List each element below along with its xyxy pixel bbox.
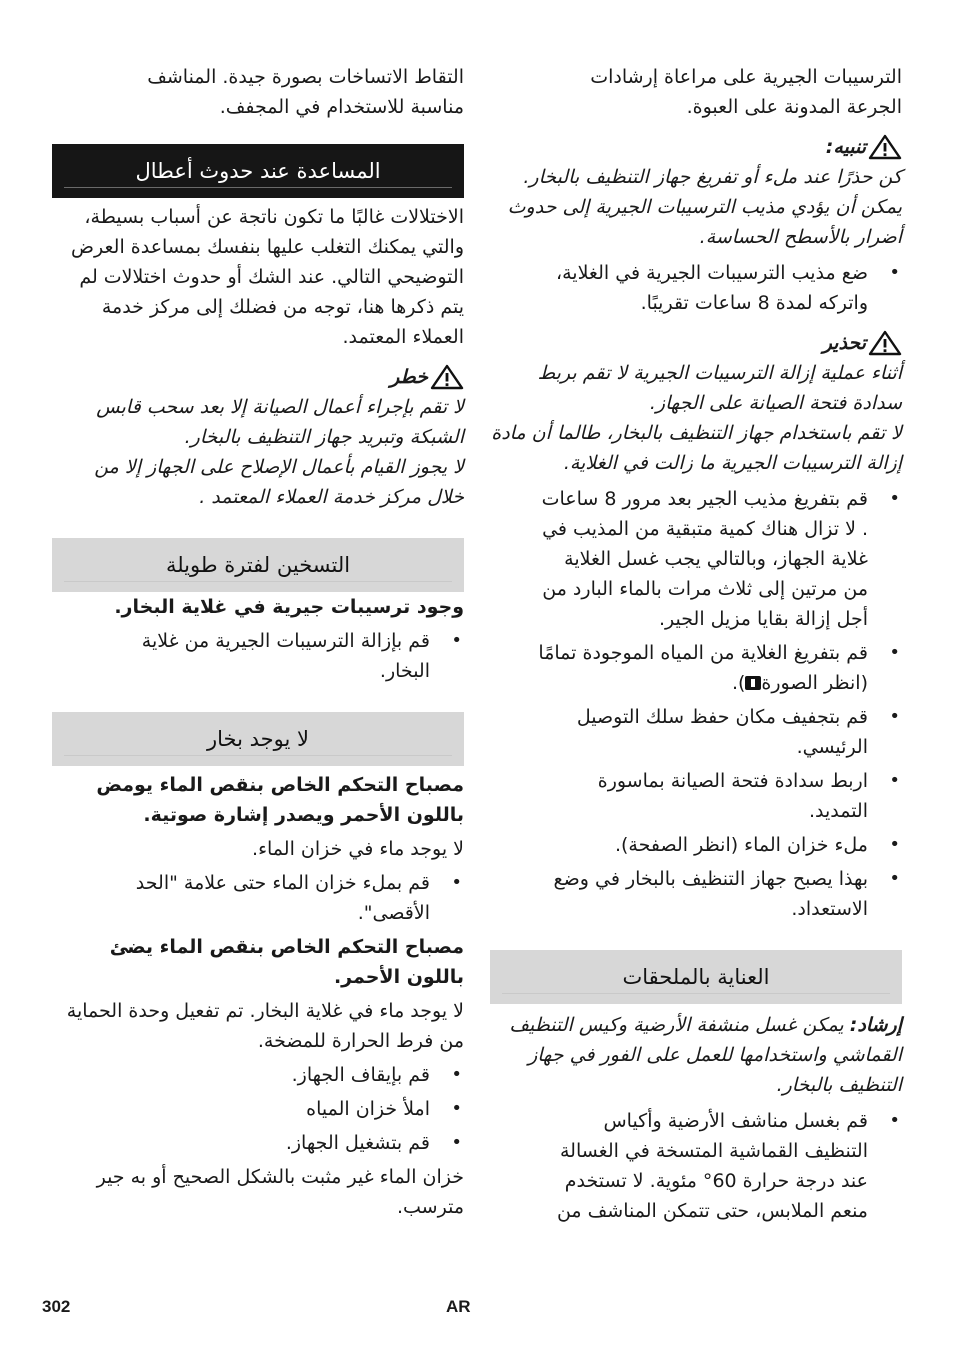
no-steam-text-1: لا يوجد ماء في خزان الماء. bbox=[252, 838, 464, 860]
warning-text-2: لا تقم باستخدام جهاز التنظيف بالبخار، طالما أن مادة إزالة الترسيبات الجيرية ما زالت في الغلاية. bbox=[491, 422, 902, 474]
page-number: 302 bbox=[42, 1297, 71, 1316]
list-item: • قم بغسل مناشف الأرضية وأكياس التنظيف القماشية المتسخة في الغسالة عند درجة حرارة 60° مئوية. لا تستخدم منعم الملابس، حتى تتمكن المناشف من bbox=[490, 1106, 902, 1226]
no-steam-cause-1: مصباح التحكم الخاص بنقص الماء يومض باللون الأحمر ويصدر إشارة صوتية. bbox=[96, 774, 464, 826]
list-item: • قم بإزالة الترسيبات الجيرية من غلاية البخار. bbox=[52, 626, 464, 686]
list-item-text: قم بتفريغ الغلاية من المياه الموجودة تمامًا (انظر الصورة bbox=[538, 642, 868, 694]
descaling-steps-1 bbox=[490, 258, 902, 318]
warning-triangle-icon bbox=[868, 134, 902, 160]
care-steps bbox=[490, 1106, 902, 1226]
caution-block bbox=[490, 132, 902, 252]
caution-text: كن حذرًا عند ملء أو تفريغ جهاز التنظيف بالبخار. يمكن أن يؤدي مذيب الترسيبات الجيرية إلى حدوث أضرار بالأسطح الحساسة. bbox=[507, 166, 902, 248]
paragraph-towels: التقاط الاتساخات بصورة جيدة. المناشف مناسبة للاستخدام في المجفف. bbox=[147, 66, 464, 118]
list-item: • املأ خزان المياه bbox=[52, 1094, 464, 1124]
danger-heading bbox=[52, 362, 464, 392]
section-title: لا يوجد بخار bbox=[207, 727, 309, 751]
language-code: AR bbox=[446, 1297, 471, 1316]
hint-text: يمكن غسل منشفة الأرضية وكيس التنظيف القماشي واستخدامها للعمل على الفور في جهاز التنظيف بالبخار. bbox=[509, 1014, 902, 1096]
list-item: • اربط سدادة فتحة الصيانة بماسورة التمديد. bbox=[490, 766, 902, 826]
no-steam-text-2: لا يوجد ماء في غلاية البخار. تم تفعيل وحدة الحماية من فرط الحرارة للمضخة. bbox=[66, 1000, 464, 1052]
danger-block bbox=[52, 362, 464, 512]
list-item: • قم بتفريغ مذيب الجير بعد مرور 8 ساعات . لا تزال هناك كمية متبقية من المذيب في غلاية الجهاز، وبالتالي يجب غسل الغلاية من مرتين إلى ثلاث مرات بالماء البارد من أجل إزالة بقايا مزيل الجير. bbox=[490, 484, 902, 634]
troubleshooting-intro: الاختلالات غالبًا ما تكون ناتجة عن أسباب بسيطة، والتي يمكنك التغلب عليها بنفسك بمساعدة العرض التوضيحي التالي. عند الشك أو حدوث اختلالات لم يتم ذكرها هنا، توجه من فضلك إلى مركز خدمة العملاء المعتمد. bbox=[71, 206, 464, 348]
section-heading-care bbox=[490, 950, 902, 1004]
caution-heading bbox=[490, 132, 902, 162]
no-steam-remedy-1 bbox=[52, 868, 464, 928]
paragraph-dosage: الترسيبات الجيرية على مراعاة إرشادات الجرعة المدونة على العبوة. bbox=[590, 66, 902, 118]
list-item: • قم بملء خزان الماء حتى علامة "الحد الأقصى". bbox=[52, 868, 464, 928]
section-heading-troubleshooting bbox=[52, 144, 464, 198]
warning-triangle-icon bbox=[430, 364, 464, 390]
section-title: المساعدة عند حدوث أعطال bbox=[135, 159, 381, 183]
list-item: • بهذا يصبح جهاز التنظيف بالبخار في وضع الاستعداد. bbox=[490, 864, 902, 924]
list-item: • ملء خزان الماء (انظر الصفحة). bbox=[490, 830, 902, 860]
warning-heading bbox=[490, 328, 902, 358]
no-steam-remedy-2 bbox=[52, 1060, 464, 1158]
figure-reference-icon bbox=[745, 676, 761, 690]
danger-text-1: لا تقم بإجراء أعمال الصيانة إلا بعد سحب قابس الشبكة وتبريد جهاز التنظيف بالبخار. bbox=[96, 396, 464, 448]
heating-cause: وجود ترسيبات جيرية في غلاية البخار. bbox=[114, 596, 464, 618]
section-title: العناية بالملحقات bbox=[622, 965, 770, 989]
section-title: التسخين لفترة طويلة bbox=[165, 553, 351, 577]
list-item-text-end: ). bbox=[731, 672, 746, 694]
descaling-steps-2 bbox=[490, 484, 902, 924]
hint-label: إرشاد: bbox=[849, 1014, 902, 1036]
danger-title: خطر bbox=[390, 366, 428, 388]
heating-remedy bbox=[52, 626, 464, 686]
list-item: • قم بإيقاف الجهاز. bbox=[52, 1060, 464, 1090]
left-column bbox=[52, 62, 464, 1222]
hint-paragraph bbox=[490, 1010, 902, 1100]
section-heading-no-steam bbox=[52, 712, 464, 766]
section-heading-long-heating bbox=[52, 538, 464, 592]
warning-title: تحذير bbox=[822, 332, 866, 354]
warning-text-1: أثناء عملية إزالة الترسيبات الجيرية لا تقم بربط سدادة فتحة الصيانة على الجهاز. bbox=[537, 362, 902, 414]
danger-text-2: لا يجوز القيام بأعمال الإصلاح على الجهاز إلا من خلال مركز خدمة العملاء المعتمد . bbox=[94, 456, 464, 508]
no-steam-text-3: خزان الماء غير مثبت بالشكل الصحيح أو به جير مترسب. bbox=[96, 1166, 464, 1218]
no-steam-cause-2: مصباح التحكم الخاص بنقص الماء يضئ باللون الأحمر. bbox=[109, 936, 464, 988]
warning-triangle-icon bbox=[868, 330, 902, 356]
list-item: • قم بتجفيف مكان حفظ سلك التوصيل الرئيسي. bbox=[490, 702, 902, 762]
list-item: • ضع مذيب الترسيبات الجيرية في الغلاية، واتركه لمدة 8 ساعات تقريبًا. bbox=[490, 258, 902, 318]
caution-title: تنبيه: bbox=[825, 136, 866, 158]
list-item: • قم بتشغيل الجهاز. bbox=[52, 1128, 464, 1158]
list-item bbox=[490, 638, 902, 698]
warning-block bbox=[490, 328, 902, 478]
right-column bbox=[490, 62, 902, 1226]
